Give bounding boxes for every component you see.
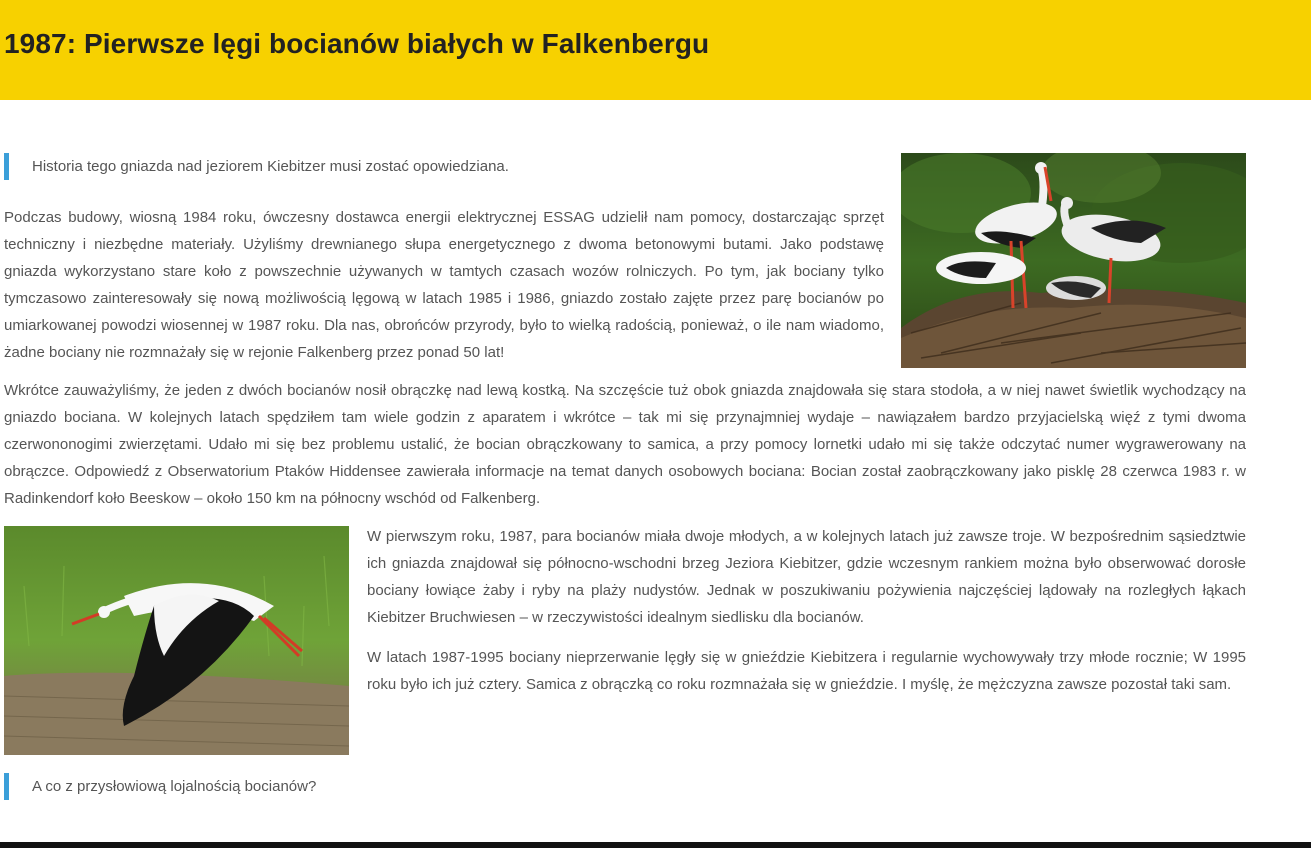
intro-quote — [4, 153, 1246, 180]
storks-on-nest-photo — [901, 153, 1246, 368]
intro-quote-text: Historia tego gniazda nad jeziorem Kiebitzer musi zostać opowiedziana. — [32, 158, 509, 175]
paragraph-construction: Podczas budowy, wiosną 1984 roku, ówczesny dostawca energii elektrycznej ESSAG udzielił nam pomocy, dostarczając sprzęt techniczny i niezbędne materiały. Użyliśmy drewnianego słupa energetycznego z dwoma betonowymi butami. Jako podstawę gniazda wykorzystano stare koło z powszechnie używanych w tamtych czasach wozów rolniczych. Po tym, jak bociany tylko tymczasowo zainteresowały się nową możliwością lęgową w latach 1985 i 1986, gniazdo zostało zajęte przez parę bocianów po umiarkowanej powodzi wiosennej w 1987 roku. Dla nas, obrońców przyrody, było to wielką radością, ponieważ, o ile nam wiadomo, żadne bociany nie rozmnażały się w rejonie Falkenberg przez ponad 50 lat! — [4, 209, 884, 361]
paragraph-breeding-years: W latach 1987-1995 bociany nieprzerwanie lęgły się w gnieździe Kiebitzera i regularnie wychowywały trzy młode rocznie; W 1995 roku było ich już cztery. Samica z obrączką co roku rozmnażała się w gnieździe. I myślę, że mężczyzna zawsze pozostał taki sam. — [367, 649, 1246, 693]
paragraph-first-year: W pierwszym roku, 1987, para bocianów miała dwoje młodych, a w kolejnych latach już zawsze troje. W bezpośrednim sąsiedztwie ich gniazda znajdował się północno-wschodni brzeg Jeziora Kiebitzer, gdzie wczesnym rankiem można było obserwować dorosłe bociany łowiące żaby i ryby na plaży nudystów. Jednak w poszukiwaniu pożywienia najczęściej lądowały na rozległych łąkach Kiebitzer Bruchwiesen – w rzeczywistości idealnym siedlisku dla bocianów. — [367, 528, 1246, 626]
article-body — [4, 153, 1246, 800]
closing-quote-text: A co z przysłowiową lojalnością bocianów? — [32, 778, 317, 795]
stork-in-flight-photo — [4, 526, 349, 755]
closing-quote — [4, 773, 1246, 800]
bottom-bar — [0, 842, 1311, 848]
page-title: 1987: Pierwsze lęgi bocianów białych w Falkenbergu — [4, 28, 710, 59]
paragraph-ring: Wkrótce zauważyliśmy, że jeden z dwóch bocianów nosił obrączkę nad lewą kostką. Na szczęście tuż obok gniazda znajdowała się stara stodoła, a w niej nawet świetlik wychodzący na gniazdo bociana. W kolejnych latach spędziłem tam wiele godzin z aparatem i wkrótce – tak mi się przynajmniej wydaje – nawiązałem bardzo przyjacielską więź z tymi dwoma czerwononogimi zwierzętami. Udało mi się bez problemu ustalić, że bocian obrączkowany to samica, a przy pomocy lornetki udało mi się także odczytać numer wygrawerowany na obrączce. Odpowiedź z Obserwatorium Ptaków Hiddensee zawierała informacje na temat danych osobowych bociana: Bocian został zaobrączkowany jako pisklę 28 czerwca 1983 r. w Radinkendorf koło Beeskow – około 150 km na północny wschód od Falkenberg. — [4, 382, 1246, 507]
page-header — [0, 0, 1311, 100]
